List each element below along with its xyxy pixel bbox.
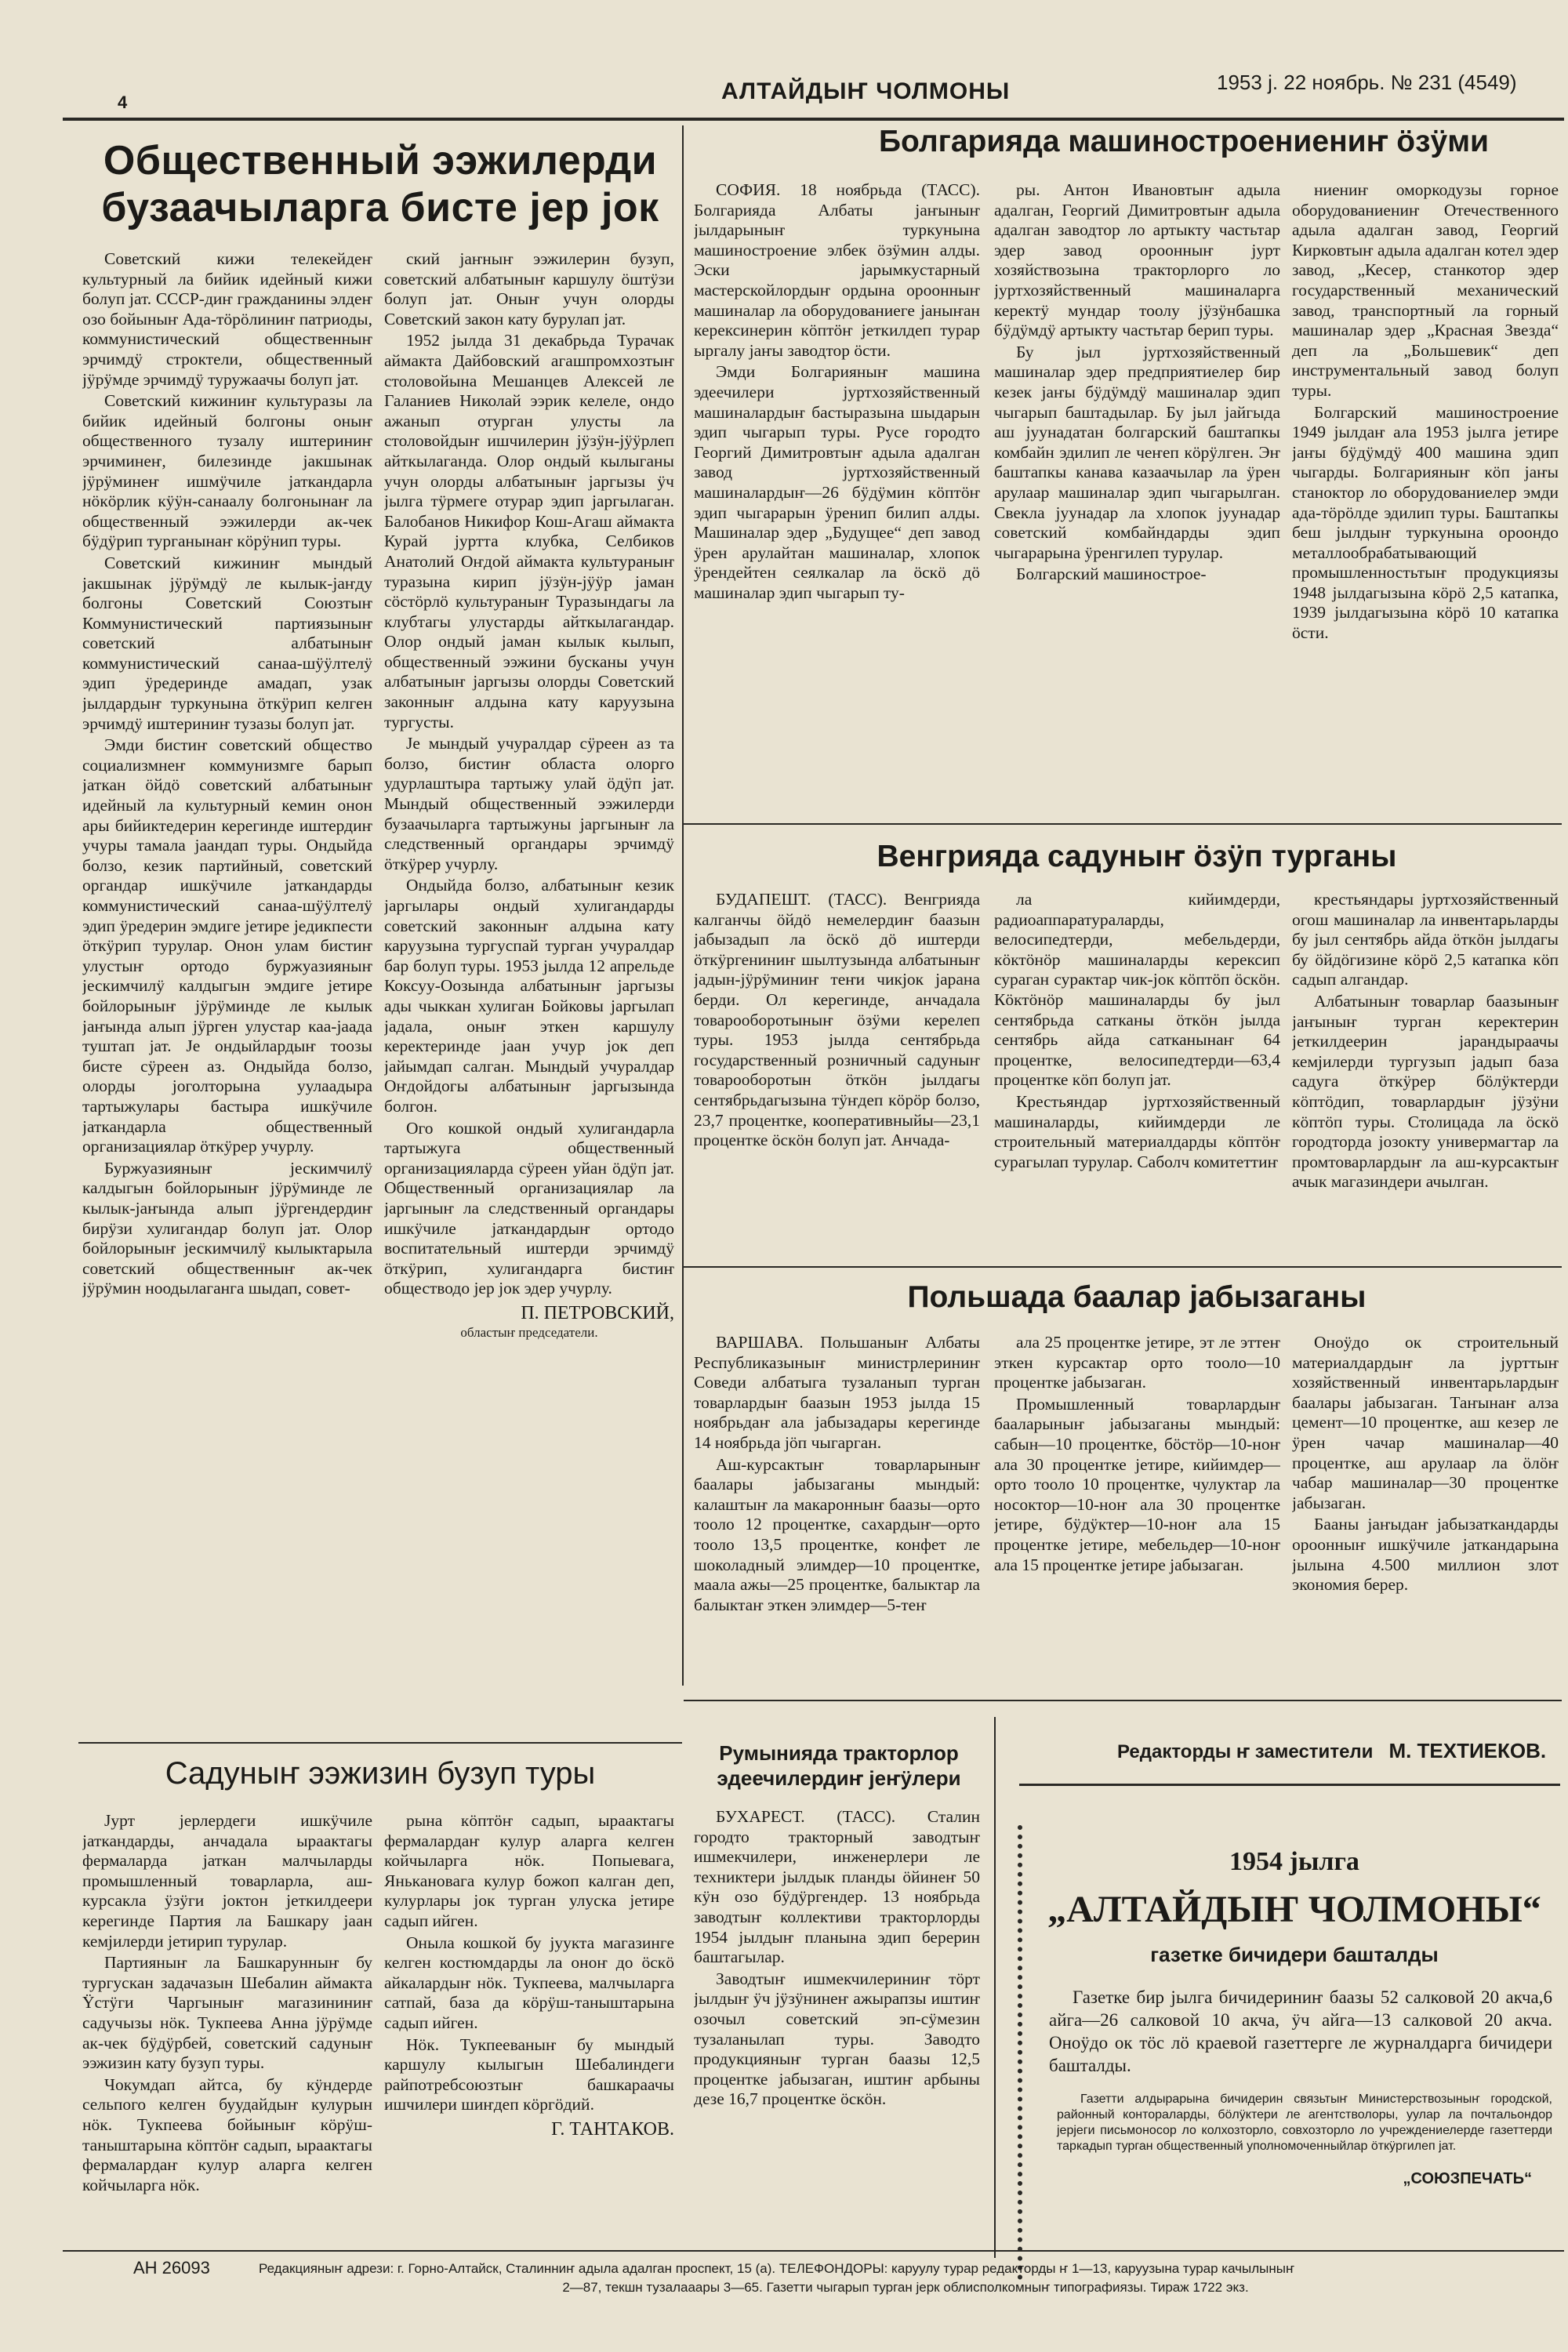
masthead-rule [63, 118, 1564, 121]
divider [684, 1700, 1562, 1701]
paragraph: Крестьяндар јуртхозяйственный машиналарды, кийимдерди ле строительный материалдарды кöптöҥ сурагылап турулар. Саболч комитеттиҥ [994, 1091, 1280, 1171]
article-column [694, 1333, 980, 1686]
divider [78, 1742, 682, 1744]
article-column [994, 890, 1280, 1258]
subscription-body: Газетке бир јылга бичидериниҥ баазы 52 салковой 20 акча,6 айга—26 салковой 10 акча, ÿч айга—13 салковой 20 акча. Оноӱдо ок тöс лö краевой газеттерге ле журналдарга бичидери башталды. [1049, 1987, 1552, 2075]
article-column [1292, 180, 1559, 808]
paragraph: ский јаҥныҥ ээжилерин бузуп, советский албатыныҥ каршулу öштÿзи болуп јат. Оныҥ учун олорды Советский закон кату бурулап јат. [384, 249, 674, 328]
paragraph: Эмди бистиҥ советский общество социализмнеҥ коммунизмге барып јаткан öйдö советский албатыныҥ идейный ла культурный кемин онон ары бийиктедерин керегинде иштердиҥ учуры тамала јаандап туры. Ондыйда болзо, кезик партийный, советский органдар ишкÿчиле јаткандарды коммунистический санаа-шÿÿлтелÿ эдип ÿредерин эмдиге јетире једикпести öткÿрип турулар. Онон улам бистиҥ улустыҥ ортодо буржуазияныҥ јескимчилÿ калдыгын эмдиге јетире бойлорыныҥ јÿрÿминде ле кылык јаҥында алып јÿрген улустар каа-јаада туштап јат. Је ондыйлардыҥ тоозы бисте сÿреен аз. Ондыйда болзо, олорды јоголторына уулаадыра тартыжулары бастыра ишкÿчиле јаткандарла общественный организациялар öткÿрер учурлу. [82, 735, 372, 1156]
paragraph: ВАРШАВА. Польшаныҥ Албаты Республиказыныҥ министрлериниҥ Соведи албатыга тузаланып турган товарлардыҥ баазын 1953 јылда 15 ноябрьдаҥ ала јабызадары керегинде 14 ноябрьда јöп чыгарган. [694, 1333, 980, 1452]
paragraph: ла кийимдерди, радиоаппаратураларды, велосипедтерди, мебельдерди, кöктöнöр машиналарды керексип сураган сурактар чик-јок кöптöп öскöн. Кöктöнöр машиналарды бу јыл сентябрьда сатканы öткöн јылда сентябрь айда сатканынаҥ 64 процентке, велосипедтерди—63,4 процентке кöп болуп јат. [994, 890, 1280, 1090]
article-column [384, 1811, 674, 2250]
footer-line: Редакцияныҥ адрези: г. Горно-Алтайск, Сталинниҥ адыла адалган проспект, 15 (а). ТЕЛЕФОНДОРЫ: каруулу турар редакторды ҥ 1—13, каруузына турар качылыныҥ [259, 2261, 1295, 2276]
newspaper-title: АЛТАЙДЫҤ ЧОЛМОНЫ [721, 78, 1011, 104]
article-column [994, 1333, 1280, 1686]
paragraph: Је мындый учуралдар сÿреен аз та болзо, бистиҥ областа олорго удурлаштыра тартыжу улай öдÿп јат. Мындый общественный ээжилерди бузаачыларга тартыжуны јаргыныҥ ла следственный органдары эрчимдÿ öткÿрер учурлу. [384, 734, 674, 873]
footer-rule [63, 2250, 1564, 2252]
footer-line: 2—87, текшн тузалааары 3—65. Газетти чыгарып турган јерк облисполкомныҥ типографиязы. Тираж 1722 экз. [562, 2280, 1249, 2295]
paragraph: Партияныҥ ла Башкарунныҥ бу тургускан задачазын Шебалин аймакта Ÿстÿги Чаргыныҥ магазининиҥ садучызы нöк. Тукпеева Анна јÿрÿмде ак-чек бÿдÿрбей, советский садуныҥ ээжизин кату бузуп туры. [82, 1953, 372, 2073]
paragraph: БУХАРЕСТ. (ТАСС). Сталин городто тракторный заводтыҥ ишмекчилери, инженерлери ле техниктери јылдык планды öйинеҥ 50 кÿн озо бÿдÿргендер. 13 ноябрьда заводтыҥ коллективи тракторлорды 1954 јылдыҥ планына эдип берерин баштагылар. [694, 1807, 980, 1967]
author-title: областыҥ председатели. [460, 1325, 598, 1341]
article-column [82, 249, 372, 1739]
paragraph: ниениҥ оморкодузы горное оборудованиениҥ Отечественного адыла адалган завод, Георгий Кирковтыҥ адыла адалган котел эдер завод, „Кесер, станкотор эдер государственный механический завод, транспортный ла горный машиналар эдер „Красная Звезда“ деп ла „Большевик“ деп инструментальный завод болуп туры. [1292, 180, 1559, 400]
article-title: Садуныҥ ээжизин бузуп туры [165, 1756, 596, 1791]
paragraph: ала 25 процентке јетире, эт ле эттеҥ эткен курсактар орто тооло—10 процентке јабызаган. [994, 1333, 1280, 1392]
paragraph: Советский кижиниҥ мындый јакшынак јÿрÿмдÿ ле кылык-јаҥду болгоны Советский Союзтыҥ Коммунистический партиязыныҥ советский албатыныҥ коммунистический санаа-шÿÿлтелÿ эдип ÿредеринде амадап, узак јылдардыҥ туркунына öткÿрип келген эрчимдÿ иштериниҥ тузазы болуп јат. [82, 553, 372, 733]
paragraph: Заводтыҥ ишмекчилериниҥ тöрт јылдыҥ ÿч јÿзÿнинеҥ ажырапзы иштиҥ озочыл советский эп-сÿмезин тузаланылап туры. Заводто продукцияныҥ турган баазы 12,5 процентке јабызаган, иштиҥ арбыны дезе 16,7 процентке öскöн. [694, 1969, 980, 2109]
deputy-editor-name: М. ТЕХТИЕКОВ. [1388, 1739, 1547, 1762]
paragraph: Болгарский машинострое- [1016, 564, 1207, 584]
article-title: Польшада баалар јабызаганы [907, 1280, 1367, 1314]
column-rule [994, 1717, 996, 2258]
paragraph: Нöк. Тукпееваныҥ бу мындый каршулу кылыгын Шебалиндеги райпотребсоюзтыҥ башкараачы ишчилери шиҥдеп кöргöдий. [384, 2034, 674, 2114]
paragraph: Јурт јерлердеги ишкÿчиле јаткандарды, анчадала ыраактагы фермаларда јаткан малчыларды промышленный товарларла, аш-курсакла ÿзÿги јоктон јеткилдеери керегинде Партия ла Башкару јаан кемјилерди јетирип турулар. [82, 1811, 372, 1951]
paragraph: Бу јыл јуртхозяйственный машиналар эдер предприятиелер бир кезек јаҥы бÿдÿмдÿ машиналар эдип чыгарып баштадылар. Бу јыл јайгыда аш јуунадатан болгарский баштапкы комбайн эдилип ле чеҥеп кöрÿлген. Эҥ баштапкы канава казаачылар ла ÿрен арулаар машиналар эдип чыгарылган. Свекла јуунадар ла хлопок јуунадар советский комбайндарды эдип чыгарарына ÿренгилеп турулар. [994, 342, 1280, 562]
deputy-editor [1117, 1739, 1546, 1763]
paragraph: СОФИЯ. 18 ноябрьда (ТАСС). Болгарияда Албаты јаҥыныҥ јылдарыныҥ туркунына машиностроение элбек öзÿмин алды. Эски јарымкустарный мастерскойлордыҥ ордына ороонныҥ машиналар ла оборудованиеге јаныҥан керексинерин кöптöҥ јеткилдеп турар ыргалу јаҥы заводтор öсти. [694, 180, 980, 360]
article-title: Румынияда тракторлор эдеечилердиҥ јеҥÿлери [717, 1741, 961, 1790]
paragraph: Советский кижи телекейдеҥ культурный ла бийик идейный кижи болуп јат. СССР-диҥ гражданины элдеҥ озо бойыныҥ Ада-тöрöлиниҥ патриоды, коммунистический общественныҥ эрчимдÿ строктели, общественный јÿрÿмде эрчимдÿ туружаачы болуп јат. [82, 249, 372, 389]
article-column [82, 1811, 372, 2250]
article-column [694, 180, 980, 808]
article-column [1292, 890, 1559, 1258]
article-column [694, 1807, 980, 2254]
issue-date: 1953 ј. 22 ноябрь. № 231 (4549) [1217, 71, 1517, 94]
paragraph: Чокумдап айтса, бу кÿндерде сельпого келген буудайдыҥ кулурын нöк. Тукпеева бойыныҥ кöрÿш-таныштарына кöптöҥ садып, ыраактагы фермалардаҥ кулур аларга келген койчыларга нöк. [82, 2074, 372, 2194]
paragraph: Ондыйда болзо, албатыныҥ кезик јаргылары ондый хулигандарды советский законныҥ алдына кату каруузына тургуспай турган учуралдар бар болуп туры. 1953 јылда 12 апрельде Коксуу-Оозында албатыныҥ јаргызы ады чыккан хулиган Бойковы јаргылап јадала, оныҥ эткен каршулу керектеринде јаан учур јок деп јайымдап салган. Мындый учуралдар Оҥдойдогы албатыныҥ јаргызында болгон. [384, 876, 674, 1116]
article-title: Общественный ээжилерди бузаачыларга бисте јер јок [101, 138, 659, 230]
footer-imprint [259, 2259, 1552, 2297]
paragraph: Оныла кошкой бу јуукта магазинге келген костюмдарды ла оноҥ до öскö айкалардыҥ нöк. Тукпеева, малчыларга сатпай, база да кöрÿш-таныштарына садып ийген. [384, 1933, 674, 2032]
paragraph: Ого кошкой ондый хулигандарла тартыжуга общественный организацияларда сÿреен уйан öдÿп јат. Общественный организациялар ла јаргыныҥ ла следственный органдары ишкÿчиле јаткандардыҥ ортодо воспитательный иштерди эрчимдÿ öткÿрип, хулигандарга бистиҥ обществодо јер јок эдер учурлу. [384, 1118, 674, 1298]
author-signature: Г. ТАНТАКОВ. [551, 2118, 674, 2140]
subscription-agency: „СОЮЗПЕЧАТЬ“ [1403, 2170, 1532, 2187]
paragraph: 1952 јылда 31 декабрьда Турачак аймакта Дайбовский агашпромхозтыҥ столовойына Мешанцев Алексей ле Галаниев Николай ээрик келеле, ондо ажанып отурган улусты ла столовойдыҥ ишчилерин јÿзÿн-јÿÿрлеп айткылаганда. Олор ондый кылыганы учун олорды албатыныҥ јаргызы ÿч јылга тÿрмеге отурар эдип јаргылаган. Балобанов Никифор Кош-Агаш аймакта Курай јуртта клубка, Селбиков Анатолий Оҥдой аймакта культураныҥ туразына кирип јÿзÿн-јÿÿр јаман сöстöрлö культураныҥ Туразындагы ла клубтагы улустарды айткылагандар. Олор ондый јаман кылык кылып, общественный ээжини бусканы учун албатыныҥ јаргызы олорды Советский законныҥ алдына кату каруузына тургусты. [384, 331, 674, 731]
subscription-title: „АЛТАЙДЫҤ ЧОЛМОНЫ“ [1047, 1889, 1541, 1930]
paragraph: ры. Антон Ивановтыҥ адыла адалган, Георгий Димитровтыҥ адыла адалган заводтор ло артыкту частьтар эдер завод ороонныҥ јурт хозяйствозына тракторлорго ло јуртхозяйственный машиналарга керектÿ мундар тоолу јÿзÿнбашка бÿдÿмдÿ артыкту частьтар берип туры. [994, 180, 1280, 340]
subscription-box [1018, 1825, 1563, 2280]
paragraph: Промышленный товарлардыҥ бааларыныҥ јабызаганы мындый: сабын—10 процентке, бöстöр—10-ноҥ ала 30 процентке јетире, кийимдер—орто тооло 10 процентке, чулуктар ла носоктор—10-ноҥ ала 30 процентке јетире, бÿдÿктер—10-ноҥ ала 15 процентке јетире, мебельдер—10-ноҥ ала 15 процентке јетире јабызаган. [994, 1394, 1280, 1574]
article-title: Болгарияда машиностроениениҥ öзÿми [878, 125, 1490, 158]
paragraph: крестьяндары јуртхозяйственный огош машиналар ла инвентарьларды бу јыл сентябрь айда öткöн јылдагы бу öйдöгизине кöрö 2,5 катапка кöп садып алгандар. [1292, 890, 1559, 989]
divider [1019, 1784, 1560, 1786]
article-column [694, 890, 980, 1258]
paragraph: рына кöптöҥ садып, ыраактагы фермалардаҥ кулур аларга келген койчыларга нöк. Попыевага, Янькановага кулур божоп калган деп, кулурлары јок турган улуска јетире садып ийген. [384, 1811, 674, 1930]
page-number: 4 [118, 93, 128, 112]
article-title: Венгрияда садуныҥ öзÿп турганы [877, 840, 1397, 873]
paragraph: БУДАПЕШТ. (ТАСС). Венгрияда калганчы öйдö немелердиҥ баазын јабызадып ла öскö дö иштерди öткÿргениниҥ шылтузында албатыныҥ јадын-јÿрÿминиҥ теҥи чикјок јарана берди. Ол керегинде, анчадала товарооборотыныҥ öзÿми керелеп туры. 1953 јылда сентябрьда государственный розничный садуныҥ товарооборотын öткöн јылдагы сентябрьдагызына тÿҥдеп кöрöр болзо, 23,7 процентке, кооперативныйы—23,1 процентке öскöн болуп јат. Анчада- [694, 890, 980, 1150]
divider [684, 1266, 1562, 1268]
paragraph: Бааны јаҥыдаҥ јабызаткандарды ороонныҥ ишкÿчиле јаткандарына јылына 4.500 миллион злот экономия берер. [1292, 1515, 1559, 1595]
author-signature: П. ПЕТРОВСКИЙ, [521, 1302, 674, 1323]
deputy-editor-label: Редакторды ҥ заместители [1117, 1741, 1374, 1762]
print-code: АН 26093 [133, 2258, 210, 2278]
article-column [994, 180, 1280, 808]
paragraph: Буржуазияныҥ јескимчилÿ калдыгын бойлорыныҥ јÿрÿминде ле кылык-јаҥында алып јÿргендердиҥ бирÿзи хулигандар болуп јат. Олор бойлорыныҥ јескимчилÿ кылыктарыла советский общественныҥ ак-чек јÿрÿмин ноодылаганга шыдап, совет- [82, 1158, 372, 1298]
article-column [384, 249, 674, 1739]
paragraph: Аш-курсактыҥ товарларыныҥ баалары јабызаганы мындый: калаштыҥ ла макаронныҥ баазы—орто тооло 12 процентке, сахардыҥ—орто тооло 13,5 процентке, конфет ле шоколадный элимдер—10 процентке, маала ажы—25 процентке, балыктар ла балыктаҥ эткен элимдер—5-теҥ [694, 1454, 980, 1614]
subscription-note: Газетти алдырарына бичидерин связьтыҥ Министерствозыныҥ городской, районный контораларды, бöлÿктери ле агентстволоры, уулар ла почтальондор јерјеги письмоносор ло колхозторло, совхозторло ло учреждениелерде газеттерди таркадып турган общественный уполномоченныйлар öткÿргилеп јат. [1057, 2092, 1552, 2153]
subscription-subtitle: газетке бичидери башталды [1150, 1943, 1439, 1966]
paragraph: Советский кижиниҥ культуразы ла бийик идейный болгоны оныҥ общественного тузалу иштериниҥ эрчиминеҥ, билезинде јакшынак јÿрÿминеҥ ишмÿчиле јаткандарла нöкöрлик кÿÿн-санаалу болгонынаҥ ла общественный ээжилерди ак-чек бÿдÿрип турганынаҥ кöрÿнип туры. [82, 391, 372, 551]
paragraph: Оноӱдо ок строительный материалдардыҥ ла јурттыҥ хозяйственный инвентарьлардыҥ баалары јабызаган. Таҥынаҥ алза цемент—10 процентке, аш кезер ле ÿрен чачар машиналар—40 процентке, аш арулаар ла öлöҥ чабар машиналар—30 процентке јабызаган. [1292, 1333, 1559, 1512]
article-column [1292, 1333, 1559, 1686]
subscription-year: 1954 јылга [1229, 1847, 1359, 1876]
paragraph: Эмди Болгарияныҥ машина эдеечилери јуртхозяйственный машиналардыҥ бастыразына шыдарын эдип чыгарып туры. Русе городто Георгий Димитровтыҥ адыла адалган завод јуртхозяйственный машиналардыҥ—26 бÿдÿмин кöптöҥ эдип чыгарарын ÿренип билип алды. Машиналар эдер „Будущее“ деп завод ÿрен арулайтан машиналар, хлопок ÿрендейтен сеялкалар ла öскö дö машиналар эдип чыгарып ту- [694, 362, 980, 602]
column-rule [682, 125, 684, 1686]
paragraph: Болгарский машиностроение 1949 јылдаҥ ала 1953 јылга јетире јаҥы бÿдÿмдÿ 400 машина эдип чыгарды. Болгарияныҥ кöп јаҥы станоктор ло оборудованиелер эмди ада-тöрöлде эдилип туры. Баштапкы беш јылдыҥ туркунына ороондо металлообрабатывающий промышленностьтыҥ продукциязы 1948 јылдагызына кöрö 2,5 катапка, 1939 јылдагызына кöрö 10 катапка öсти. [1292, 402, 1559, 643]
paragraph: Албатыныҥ товарлар баазыныҥ јаҥыныҥ турган керектерин јеткилдеерин јарандыраачы кемјилерди тургузып јадып база садуга öткÿрер бöлÿктерди кöптöдип, товарлардыҥ јÿзÿни кöптöп туры. Столицада ла öскö городторда јозокту универмагтар ла промтоварлардыҥ ла аш-курсактыҥ ачык магазиндери ачылган. [1292, 991, 1559, 1192]
divider [684, 823, 1562, 825]
